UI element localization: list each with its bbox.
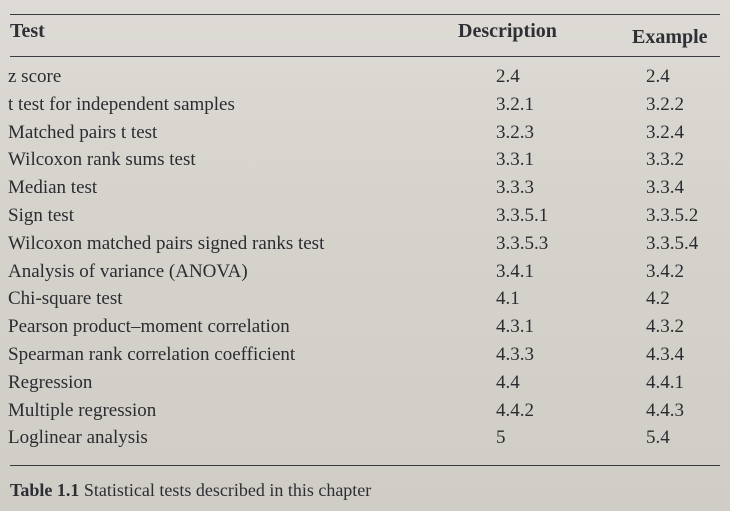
cell-example: 4.4.3 bbox=[646, 399, 684, 421]
cell-description: 4.4 bbox=[496, 371, 520, 393]
cell-test: Wilcoxon matched pairs signed ranks test bbox=[8, 232, 325, 254]
cell-test: Median test bbox=[8, 177, 98, 199]
table-header-row bbox=[10, 18, 720, 54]
cell-description: 3.3.1 bbox=[496, 149, 534, 171]
table-body bbox=[8, 63, 720, 452]
table-row bbox=[8, 202, 720, 230]
cell-description: 3.2.3 bbox=[496, 121, 534, 143]
cell-description: 3.3.5.3 bbox=[496, 232, 549, 254]
table-row bbox=[8, 341, 720, 369]
table-row bbox=[8, 424, 720, 452]
table-top-rule bbox=[10, 14, 720, 15]
table-row bbox=[8, 146, 720, 174]
cell-test: Loglinear analysis bbox=[8, 427, 148, 449]
cell-description: 2.4 bbox=[496, 66, 520, 87]
table-row bbox=[8, 63, 720, 91]
cell-description: 4.4.2 bbox=[496, 399, 534, 421]
header-example: Example bbox=[632, 26, 708, 48]
cell-example: 3.4.2 bbox=[646, 260, 684, 282]
cell-description: 4.1 bbox=[496, 288, 520, 310]
caption-label: Table 1.1 bbox=[10, 480, 80, 500]
cell-description: 4.3.3 bbox=[496, 343, 534, 365]
table-row bbox=[8, 313, 720, 341]
cell-test: z score bbox=[8, 66, 62, 87]
table-row bbox=[8, 258, 720, 286]
cell-example: 4.3.4 bbox=[646, 343, 684, 365]
cell-example: 4.2 bbox=[646, 288, 670, 310]
cell-example: 3.2.2 bbox=[646, 93, 684, 115]
cell-example: 3.3.2 bbox=[646, 149, 684, 171]
cell-test: Multiple regression bbox=[8, 399, 157, 421]
cell-example: 5.4 bbox=[646, 427, 670, 449]
caption-text: Statistical tests described in this chapter bbox=[83, 480, 372, 500]
table-header-rule bbox=[10, 56, 720, 57]
cell-example: 4.3.2 bbox=[646, 316, 684, 338]
cell-description: 4.3.1 bbox=[496, 316, 534, 338]
cell-example: 3.3.5.4 bbox=[646, 232, 699, 254]
cell-test: Chi-square test bbox=[8, 288, 123, 310]
cell-description: 3.3.5.1 bbox=[496, 204, 549, 226]
cell-test: Pearson product–moment correlation bbox=[8, 316, 290, 338]
cell-test: Wilcoxon rank sums test bbox=[8, 149, 196, 171]
table-row bbox=[8, 119, 720, 147]
table-row bbox=[8, 285, 720, 313]
cell-test: Spearman rank correlation coefficient bbox=[8, 343, 296, 365]
table-row bbox=[8, 397, 720, 425]
cell-description: 3.2.1 bbox=[496, 93, 534, 115]
table-row bbox=[8, 230, 720, 258]
cell-example: 3.2.4 bbox=[646, 121, 684, 143]
cell-description: 3.4.1 bbox=[496, 260, 534, 282]
cell-example: 2.4 bbox=[646, 66, 670, 87]
table-row bbox=[8, 369, 720, 397]
header-description: Description bbox=[458, 20, 557, 42]
cell-test: Analysis of variance (ANOVA) bbox=[8, 260, 248, 282]
table-bottom-rule bbox=[10, 465, 720, 466]
table-row bbox=[8, 91, 720, 119]
cell-example: 3.3.5.2 bbox=[646, 204, 699, 226]
cell-test: Matched pairs t test bbox=[8, 121, 158, 143]
cell-example: 4.4.1 bbox=[646, 371, 684, 393]
cell-example: 3.3.4 bbox=[646, 177, 684, 199]
cell-test: Regression bbox=[8, 371, 93, 393]
cell-test: Sign test bbox=[8, 204, 74, 226]
cell-test: t test for independent samples bbox=[8, 93, 235, 115]
cell-description: 5 bbox=[496, 427, 506, 449]
table-row bbox=[8, 174, 720, 202]
header-test: Test bbox=[10, 20, 45, 42]
cell-description: 3.3.3 bbox=[496, 177, 534, 199]
table-caption bbox=[10, 480, 371, 501]
